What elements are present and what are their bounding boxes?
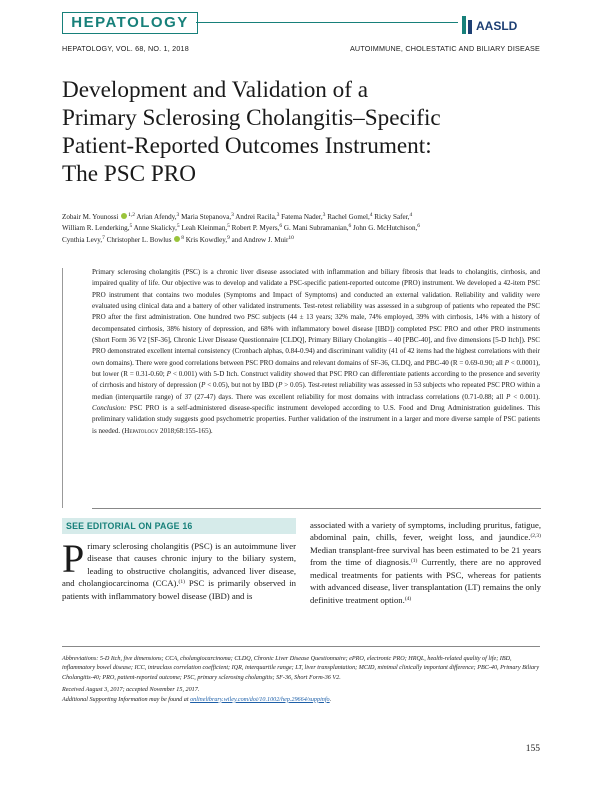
- abstract-italic: P: [504, 358, 509, 367]
- title-line: Patient-Reported Outcomes Instrument:: [62, 133, 432, 159]
- aasld-logo-icon: [462, 13, 540, 37]
- supporting-suffix: .: [329, 696, 332, 703]
- body-text: associated with a variety of symptoms, including pruritus, fatigue, abdominal pain, chills, fever, weight loss, and jaundice.: [310, 520, 541, 543]
- abstract-italic: P: [201, 381, 206, 390]
- title-line: Primary Sclerosing Cholangitis–Specific: [62, 105, 441, 131]
- author-name: Zobair M. Younossi: [62, 213, 119, 221]
- author-affil: 9: [227, 234, 230, 241]
- abstract-divider: [92, 508, 541, 509]
- author-name: Robert P. Myers,: [231, 224, 280, 233]
- supporting-info-note: [62, 696, 540, 705]
- author-affil: 7: [102, 234, 105, 241]
- body-text: Median transplant-free survival has been estimated to be 21 years from the time of diagnosis.: [310, 544, 541, 568]
- body-text: PSC is primarily observed in patients with inflammatory bowel disease (IBD) and is: [62, 578, 296, 601]
- title-line: Development and Validation of a: [62, 77, 369, 103]
- abstract-italic: P: [166, 370, 171, 379]
- masthead-rule: [196, 22, 458, 23]
- page-number: 155: [525, 744, 540, 754]
- body-column-right: [310, 519, 541, 606]
- author-name: Andrei Racila,: [235, 213, 277, 221]
- citation-ref[interactable]: (1): [178, 579, 185, 586]
- article-title: [62, 76, 542, 188]
- author-affil: 6: [348, 223, 352, 230]
- abstract-journal: Hepatology: [124, 426, 159, 435]
- body-column-left: [62, 536, 296, 602]
- abstract-italic: P: [278, 381, 283, 390]
- author-affil: 8: [181, 234, 185, 241]
- see-editorial-link[interactable]: SEE EDITORIAL ON PAGE 16: [66, 521, 193, 531]
- abstract-text: PSC PRO is a self-administered disease-specific instrument developed according to U.S. Food and Drug Administration guidelines. This preliminary validation study suggests good psychometric properties. Further validation of the instrument in a larger and more diverse sample of PSC patients is needed. (: [92, 404, 540, 435]
- abbreviations-label: Abbreviations:: [62, 656, 99, 662]
- author-affil: 6: [279, 223, 283, 230]
- author-affil: 3: [322, 212, 326, 218]
- orcid-icon[interactable]: [174, 236, 180, 242]
- author-name: and Andrew J. Muir: [231, 235, 289, 244]
- abstract: [92, 267, 540, 437]
- abstract-text: Primary sclerosing cholangitis (PSC) is a chronic liver disease associated with inflammation and biliary fibrosis that leads to cholangitis, cirrhosis, and impaired quality of life. Our objective was to develop and validate a PSC-specific patient-reported outcome (PRO) instrument. We developed a 42-item PSC PRO instrument that contains two modules (Symptoms and Impact of Symptoms) and conducted an external validation. Reliability and validity were evaluated using clinical data and a battery of other validated instruments. Test-retest reliability was assessed in a subgroup of patients who repeated the PSC PRO after the first administration. One hundred two PSC subjects (44 ± 13 years; 32% male, 74% employed, 39% with cirrhosis, 14% with a history of decompensated cirrhosis, 38% history of depression, and 68% with inflammatory bowel disease [IBD]) completed PSC PRO and other PRO instruments (Short Form 36 V2 [SF-36], Chronic Liver Disease Questionnaire [CLDQ], Primary Biliary Cholangitis – 40 [PBC-40], and five dimensions [5-D Itch]). PSC PRO demonstrated excellent internal consistency (Cronbach alphas, 0.84-0.94) and discriminant validity (41 of 42 items had the highest correlations with their own domains). There were good correlations between PSC PRO domains and relevant domains of SF-36, CLDQ, and PBC-40 (R = 0.69-0.90; all: [92, 268, 540, 367]
- received-note: Received August 3, 2017; accepted November 15, 2017.: [62, 687, 200, 694]
- author-name: William R. Lenderking,: [62, 224, 130, 233]
- author-name: Rachel Gomel,: [327, 213, 370, 221]
- body-text: Currently, there are no approved medical treatments for patients with PSC, whereas for patients with advanced disease, liver transplantation (LT) remains the only definitive treatment option.: [310, 557, 542, 605]
- journal-name: HEPATOLOGY: [62, 12, 198, 34]
- author-affil: 4: [409, 212, 413, 218]
- logo-text: AASLD: [476, 19, 518, 33]
- citation-ref[interactable]: (1): [410, 558, 418, 565]
- abstract-text: > 0.05). Test-retest reliability was assessed in 53 subjects who repeated PSC PRO within a median (interquartile range) of 37 (27-47) days. There was excellent reliability for most domains with intraclass correlations (0.71-0.88; all: [92, 381, 540, 401]
- author-name: G. Mani Subramanian,: [283, 224, 349, 233]
- drop-cap: P: [62, 536, 85, 581]
- abstract-text: 2018;68:155-165).: [158, 426, 213, 435]
- title-line: The PSC PRO: [62, 161, 197, 187]
- author-name: Arian Afendy,: [136, 213, 177, 221]
- author-affil: 3: [231, 212, 234, 218]
- author-name: Christopher L. Bowlus: [106, 235, 172, 244]
- abstract-text: < 0.05), but not by IBD (: [205, 381, 279, 390]
- abstract-text: < 0.0001), but lower (R = 0.31-0.60;: [92, 358, 540, 379]
- citation-ref[interactable]: (2,3): [530, 533, 541, 540]
- orcid-icon[interactable]: [121, 213, 127, 219]
- author-list: [62, 212, 540, 246]
- author-affil: 4: [369, 212, 373, 218]
- author-name: Maria Stepanova,: [181, 213, 232, 221]
- supporting-info-link[interactable]: onlinelibrary.wiley.com/doi/10.1002/hep.29664/suppinfo: [190, 696, 330, 703]
- author-affil: 5: [129, 223, 133, 230]
- abstract-conclusion-label: Conclusion:: [92, 404, 127, 413]
- running-head-right: AUTOIMMUNE, CHOLESTATIC AND BILIARY DISEASE: [349, 44, 540, 53]
- supporting-prefix: Additional Supporting Information may be found at: [62, 696, 191, 703]
- author-affil: 5: [227, 223, 230, 230]
- author-affil: 5: [176, 223, 180, 230]
- abstract-side-rule: [62, 268, 81, 508]
- author-name: Fatema Nader,: [281, 213, 323, 221]
- author-affil: 1,2: [128, 212, 136, 218]
- author-name: Anne Skalicky,: [133, 224, 177, 233]
- author-affil: 10: [288, 234, 294, 241]
- author-affil: 6: [417, 223, 421, 230]
- body-text: rimary sclerosing cholangitis (PSC) is an autoimmune liver disease that causes chronic injury to the biliary system, leading to obstructive cholangitis, advanced liver disease, and cholangiocarcinoma (CCA).: [62, 541, 296, 589]
- author-name: Cynthia Levy,: [62, 235, 103, 244]
- author-name: Kris Kowdley,: [185, 235, 228, 244]
- abstract-text: < 0.001).: [510, 392, 540, 401]
- abbreviations-note: [62, 655, 540, 683]
- author-affil: 3: [176, 212, 180, 218]
- author-affil: 3: [276, 212, 280, 218]
- abstract-text: < 0.001) with 5-D Itch. Construct validity showed that PSC PRO can differentiate patients according to the presence and severity of cirrhosis and history of depression (: [92, 370, 540, 390]
- author-name: John G. McHutchison,: [353, 224, 418, 233]
- author-name: Ricky Safer,: [374, 213, 410, 221]
- citation-ref[interactable]: (4): [404, 595, 412, 602]
- author-name: Leah Kleinman,: [181, 224, 228, 233]
- abstract-italic: P: [506, 392, 511, 401]
- abbreviations-text: 5-D Itch, five dimensions; CCA, cholangiocarcinoma; CLDQ, Chronic Liver Disease Questionnaire; ePRO, electronic PRO; HRQL, health-related quality of life; IBD, inflammatory bowel disease; ICC, intraclass correlation coefficient; IQR, interquartile range; LT, liver transplantation; MCID, minimal clinically important difference; PBC-40, Primary Biliary Cholangitis-40; PRO, patient-reported outcome; PSC, primary sclerosing cholangitis; SF-36, Short Form-36 V2.: [62, 656, 540, 681]
- footnotes: [62, 646, 540, 705]
- running-head-left: HEPATOLOGY, VOL. 68, NO. 1, 2018: [62, 44, 189, 53]
